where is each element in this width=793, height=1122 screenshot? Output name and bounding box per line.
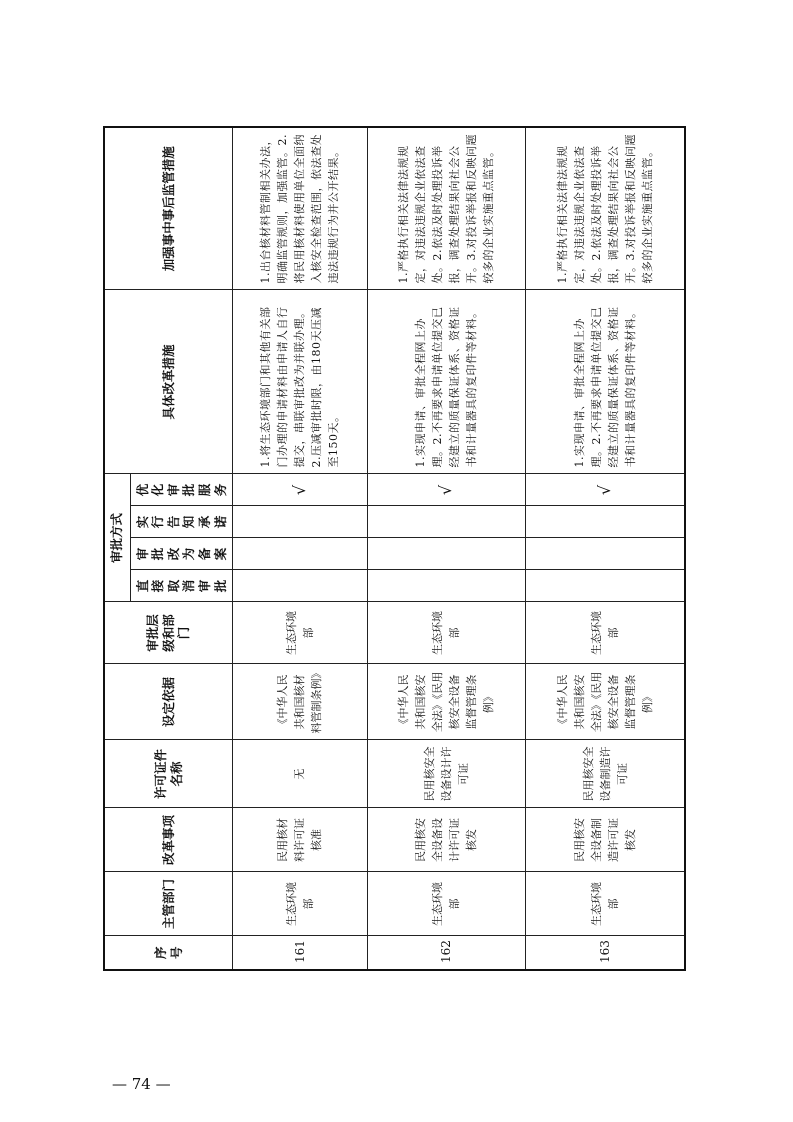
rotated-table-wrapper (103, 128, 686, 971)
row-item: 民用核材料许可证核准 (233, 808, 367, 872)
row-method-notify (367, 506, 526, 538)
row-item: 民用核安全设备制造许可证核发 (526, 808, 685, 872)
reform-table (103, 126, 686, 971)
header-measures: 具体改革措施 (104, 290, 233, 474)
row-supervision: 1.出台核材料管制相关办法，明确监管规则，加强监管。2.将民用核材料使用单位全面纳入核安全检查范围，依法查处违法违规行为并公开结果。 (233, 127, 367, 290)
row-method-filing (233, 538, 367, 570)
row-seq: 163 (526, 936, 685, 970)
table-row (233, 127, 367, 970)
header-item: 改革事项 (104, 808, 233, 872)
row-level: 生态环境部 (233, 602, 367, 664)
row-seq: 162 (367, 936, 526, 970)
table-row (367, 127, 526, 970)
row-supervision: 1.严格执行相关法律法规规定，对违法违规企业依法查处。2.依法及时处理投诉举报，调查处理结果向社会公开。3.对投诉举报和反映问题较多的企业实施重点监管。 (367, 127, 526, 290)
header-license: 许可证件名称 (104, 740, 233, 808)
header-dept: 主管部门 (104, 872, 233, 936)
row-dept: 生态环境部 (526, 872, 685, 936)
row-method-notify (233, 506, 367, 538)
row-measures: 1.实现申请、审批全程网上办理。2.不再要求申请单位提交已经建立的质量保证体系、资格证书和计量器具的复印件等材料。 (526, 290, 685, 474)
row-method-cancel (526, 570, 685, 602)
row-dept: 生态环境部 (233, 872, 367, 936)
header-level: 审批层级和部门 (104, 602, 233, 664)
row-dept: 生态环境部 (367, 872, 526, 936)
row-method-optimize-check: √ (526, 474, 685, 506)
row-license: 无 (233, 740, 367, 808)
row-measures: 1.实现申请、审批全程网上办理。2.不再要求申请单位提交已经建立的质量保证体系、资格证书和计量器具的复印件等材料。 (367, 290, 526, 474)
header-method-filing: 审批改为备案 (130, 538, 233, 570)
header-method-optimize: 优化审批服务 (130, 474, 233, 506)
row-method-cancel (367, 570, 526, 602)
row-method-filing (367, 538, 526, 570)
row-license: 民用核安全设备设计许可证 (367, 740, 526, 808)
row-method-optimize-check: √ (233, 474, 367, 506)
row-method-optimize-check: √ (367, 474, 526, 506)
row-method-cancel (233, 570, 367, 602)
header-method-group: 审批方式 (104, 474, 130, 602)
row-item: 民用核安全设备设计许可证核发 (367, 808, 526, 872)
header-method-cancel: 直接取消审批 (130, 570, 233, 602)
row-basis: 《中华人民共和国核安全法》《民用核安全设备监督管理条例》 (367, 664, 526, 740)
table-row (526, 127, 685, 970)
row-method-filing (526, 538, 685, 570)
header-seq: 序号 (104, 936, 233, 970)
header-basis: 设定依据 (104, 664, 233, 740)
row-basis: 《中华人民共和国核安全法》《民用核安全设备监督管理条例》 (526, 664, 685, 740)
row-license: 民用核安全设备制造许可证 (526, 740, 685, 808)
page-number: — 74 — (112, 1075, 171, 1093)
row-level: 生态环境部 (367, 602, 526, 664)
row-measures: 1.将生态环境部门和其他有关部门办理的申请材料由申请人自行提交，串联审批改为并联办理。2.压减审批时限，由180天压减至150天。 (233, 290, 367, 474)
header-supervision: 加强事中事后监管措施 (104, 127, 233, 290)
row-method-notify (526, 506, 685, 538)
row-supervision: 1.严格执行相关法律法规规定，对违法违规企业依法查处。2.依法及时处理投诉举报，调查处理结果向社会公开。3.对投诉举报和反映问题较多的企业实施重点监管。 (526, 127, 685, 290)
row-level: 生态环境部 (526, 602, 685, 664)
row-seq: 161 (233, 936, 367, 970)
header-method-notify: 实行告知承诺 (130, 506, 233, 538)
row-basis: 《中华人民共和国核材料管制条例》 (233, 664, 367, 740)
